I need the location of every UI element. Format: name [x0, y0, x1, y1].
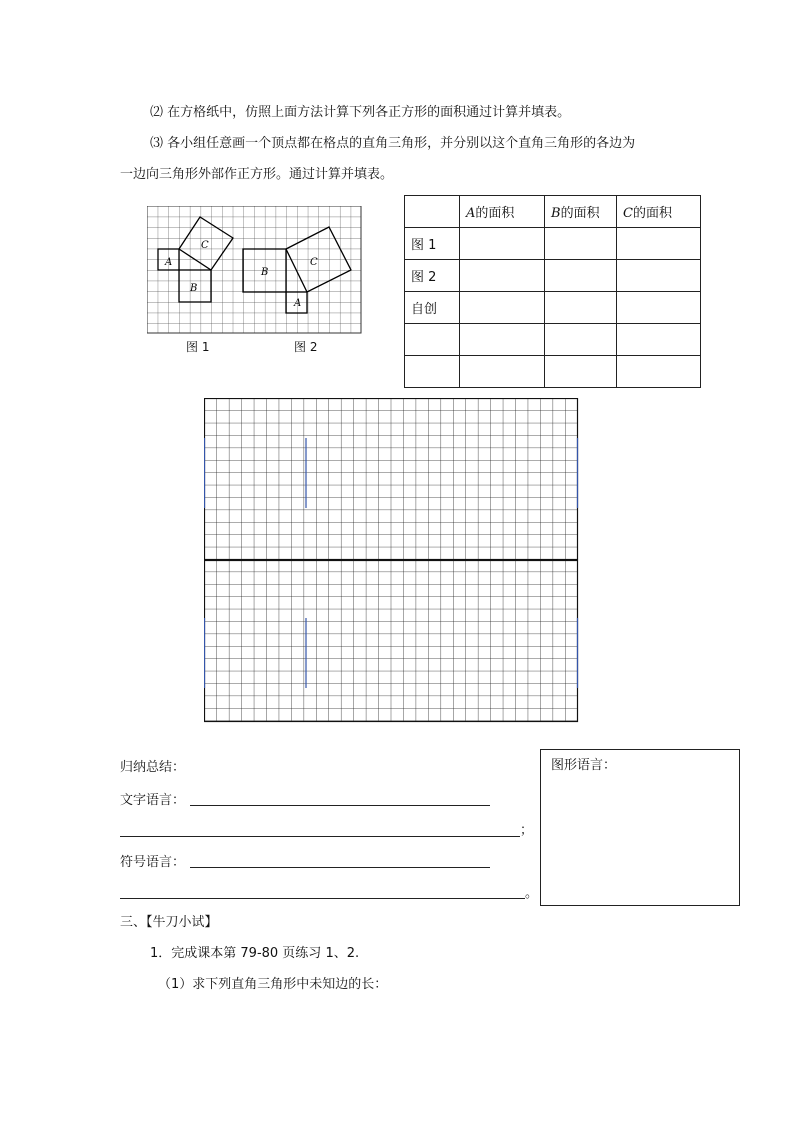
graphic-language-label: 图形语言：	[551, 758, 617, 773]
fig1-label-a: A	[165, 257, 173, 268]
graphic-language-box[interactable]	[540, 749, 740, 906]
section-3-heading: 三、【牛刀小试】	[120, 915, 218, 930]
row-label: 图 2	[405, 260, 460, 292]
instruction-item-2: ⑵ 在方格纸中，仿照上面方法计算下列各正方形的面积通过计算并填表。	[150, 105, 571, 120]
table-cell[interactable]	[545, 324, 617, 356]
blank-grid-paper[interactable]	[204, 398, 580, 727]
text-language-blank-1[interactable]	[190, 805, 490, 806]
grid-panel-bottom	[205, 561, 578, 722]
section-3-item-1-sub: （1）求下列直角三角形中未知边的长：	[158, 977, 388, 992]
summary-title: 归纳总结：	[120, 760, 186, 775]
fig1-label-b: B	[190, 283, 198, 294]
fig1-caption: 图 1	[186, 340, 210, 354]
table-cell[interactable]	[617, 292, 701, 324]
area-table	[404, 195, 701, 388]
fig2-label-a: A	[294, 298, 302, 309]
section-3-item-1: 1．完成课本第 79-80 页练习 1、2.	[150, 946, 360, 961]
fig2-label-c: C	[310, 257, 318, 268]
table-cell[interactable]	[460, 324, 545, 356]
table-row	[405, 228, 701, 260]
instruction-item-3-line-1: ⑶ 各小组任意画一个顶点都在格点的直角三角形，并分别以这个直角三角形的各边为	[150, 136, 636, 151]
table-cell[interactable]	[545, 356, 617, 388]
row-label	[405, 356, 460, 388]
symbol-language-blank-2[interactable]	[120, 898, 525, 899]
table-cell[interactable]	[545, 292, 617, 324]
row-label: 图 1	[405, 228, 460, 260]
table-header-row	[405, 196, 701, 228]
table-header-c: C的面积	[617, 196, 701, 228]
table-row	[405, 324, 701, 356]
table-row	[405, 292, 701, 324]
table-cell[interactable]	[460, 260, 545, 292]
table-cell[interactable]	[545, 228, 617, 260]
table-cell[interactable]	[460, 356, 545, 388]
table-row	[405, 356, 701, 388]
text-language-blank-2[interactable]	[120, 836, 520, 837]
table-header-a: A的面积	[460, 196, 545, 228]
table-cell[interactable]	[617, 260, 701, 292]
symbol-language-blank-1[interactable]	[190, 867, 490, 868]
fig1-label-c: C	[201, 240, 209, 251]
symbol-language-label: 符号语言：	[120, 855, 186, 870]
text-language-label: 文字语言：	[120, 793, 186, 808]
table-header-empty	[405, 196, 460, 228]
grid-panel-top	[205, 399, 578, 560]
table-cell[interactable]	[460, 228, 545, 260]
row-label	[405, 324, 460, 356]
table-cell[interactable]	[460, 292, 545, 324]
instruction-item-3-line-2: 一边向三角形外部作正方形。通过计算并填表。	[120, 167, 394, 182]
semicolon: ；	[520, 823, 534, 838]
table-row	[405, 260, 701, 292]
table-cell[interactable]	[617, 356, 701, 388]
fig2-label-b: B	[261, 267, 269, 278]
table-cell[interactable]	[545, 260, 617, 292]
table-cell[interactable]	[617, 324, 701, 356]
period: 。	[525, 886, 539, 901]
row-label: 自创	[405, 292, 460, 324]
fig2-caption: 图 2	[294, 340, 318, 354]
table-header-b: B的面积	[545, 196, 617, 228]
example-grid-figure	[147, 206, 363, 334]
table-cell[interactable]	[617, 228, 701, 260]
